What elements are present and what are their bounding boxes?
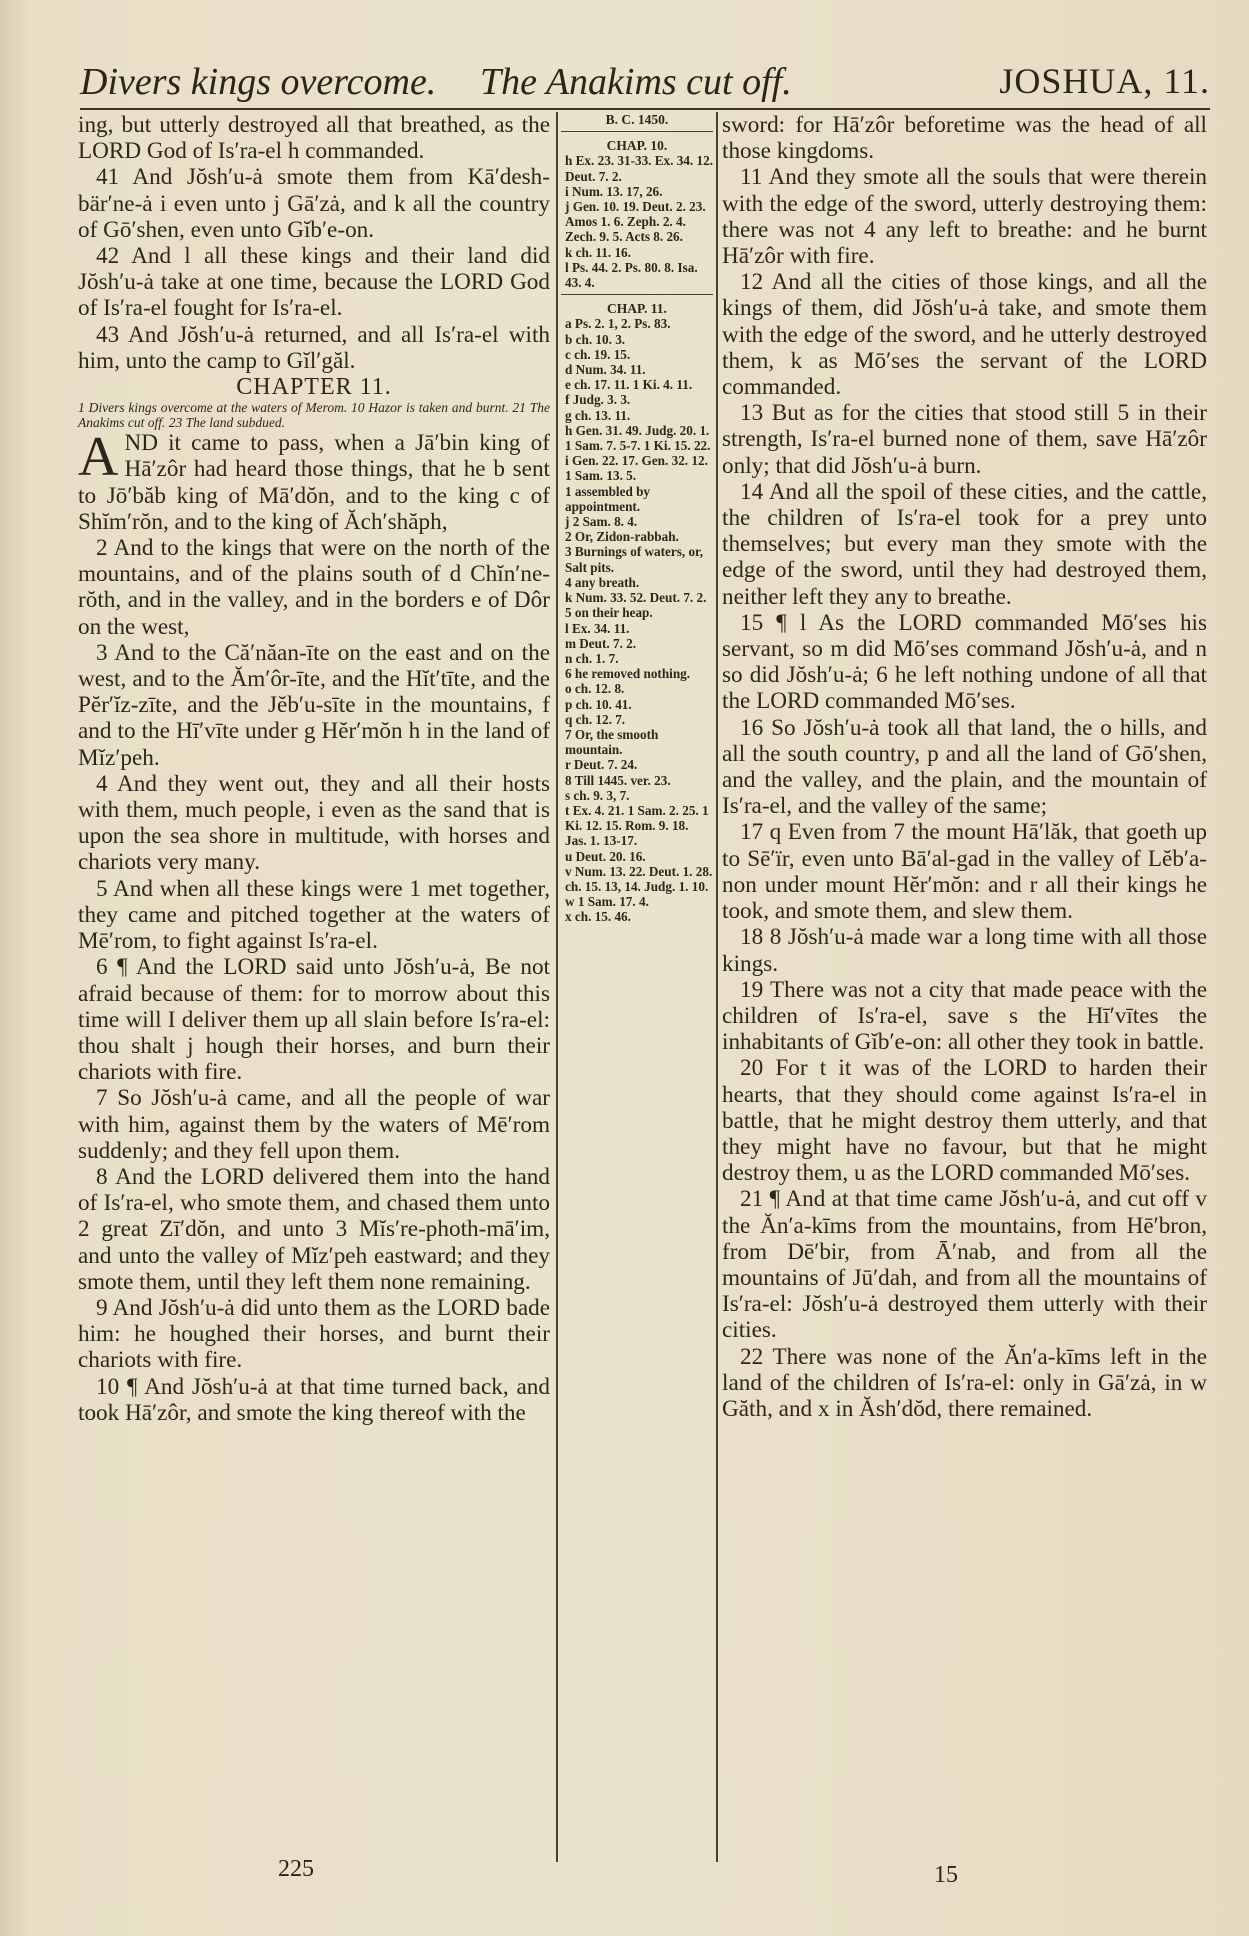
verse: 17 q Even from 7 the mount Hā′lăk, that goeth up to Sē′ïr, even unto Bā′al-gad in the valley of Lĕb′a-non under mount Hĕr′mŏn: and r all their kings he took, and smote them, and slew them. [722, 819, 1207, 925]
margin-reference: 6 he removed nothing. [565, 666, 691, 682]
margin-reference: j 2 Sam. 8. 4. [565, 514, 638, 530]
margin-reference: r Deut. 7. 24. [565, 757, 638, 773]
margin-reference: l Ex. 34. 11. [565, 620, 630, 636]
margin-reference: v Num. 13. 22. Deut. 1. 28. ch. 15. 13, 14. Judg. 1. 10. [565, 863, 713, 894]
verse: 19 There was not a city that made peace with the children of Is′ra-el, save s the Hī′vītes the inhabitants of Gĭb′e-on: all other they took in battle. [722, 976, 1207, 1056]
verse: ing, but utterly destroyed all that breathed, as the LORD God of Is′ra-el h commanded. [78, 112, 550, 165]
verse: sword: for Hā′zôr beforetime was the head of all those kingdoms. [722, 112, 1207, 165]
verse: 10 ¶ And Jŏsh′u-ȧ at that time turned back, and took Hā′zôr, and smote the king thereof with the [78, 1373, 550, 1426]
margin-rule [561, 294, 713, 295]
margin-reference: p ch. 10. 41. [565, 696, 632, 712]
margin-reference: s ch. 9. 3, 7. [565, 787, 630, 803]
margin-reference: l Ps. 44. 2. Ps. 80. 8. Isa. 43. 4. [565, 259, 698, 291]
column-divider-left [556, 112, 558, 1862]
page-number-right: 15 [934, 1862, 958, 1888]
left-text-column [78, 112, 550, 1426]
margin-reference: u Deut. 20. 16. [565, 848, 646, 864]
margin-reference: q ch. 12. 7. [565, 711, 626, 727]
center-reference-margin [561, 112, 713, 925]
margin-chapter-heading: CHAP. 11. [607, 301, 667, 317]
verse: 15 ¶ l As the LORD commanded Mō′ses his servant, so m did Mō′ses command Jŏsh′u-ȧ, and n so did Jŏsh′u-ȧ; 6 he left nothing undone of all that the LORD commanded Mō′ses. [722, 609, 1207, 715]
header-book-chapter: JOSHUA, 11. [999, 61, 1210, 101]
margin-reference: i Num. 13. 17, 26. [565, 183, 663, 199]
margin-reference: w 1 Sam. 17. 4. [565, 894, 649, 910]
verse: 20 For t it was of the LORD to harden their hearts, that they should come against Is′ra-el in battle, that he might destroy them utterly, and that they might have no favour, but that he might destroy them, u as the LORD commanded Mō′ses. [722, 1055, 1207, 1187]
margin-reference: m Deut. 7. 2. [565, 635, 637, 651]
running-header [80, 58, 1210, 110]
margin-reference: a Ps. 2. 1, 2. Ps. 83. [565, 316, 671, 332]
margin-reference: h Ex. 23. 31-33. Ex. 34. 12. Deut. 7. 2. [565, 153, 714, 184]
margin-reference: 8 Till 1445. ver. 23. [565, 772, 671, 788]
verse: 6 ¶ And the LORD said unto Jŏsh′u-ȧ, Be not afraid because of them: for to morrow about this time will I deliver them up all slain before Is′ra-el: thou shalt j hough their horses, and burn their chariots with fire. [78, 954, 550, 1086]
margin-reference: g ch. 13. 11. [565, 407, 631, 423]
margin-reference: 4 any breath. [565, 574, 640, 590]
verse: 13 But as for the cities that stood still 5 in their strength, Is′ra-el burned none of them, save Hā′zôr only; that did Jŏsh′u-ȧ burn. [722, 400, 1207, 479]
column-divider-right [716, 112, 718, 1862]
margin-reference: 5 on their heap. [565, 605, 653, 621]
margin-refs-chapter-10 [561, 153, 713, 290]
verse: 21 ¶ And at that time came Jŏsh′u-ȧ, and cut off v the Ăn′a-kīms from the mountains, from Hē′bron, from Dē′bir, from Ā′nab, and from all the mountains of Jū′dah, and from all the mountains of Is′ra-el: Jŏsh′u-ȧ destroyed them utterly with their cities. [722, 1186, 1207, 1344]
verse: 2 And to the kings that were on the north of the mountains, and of the plains south of d Chĭn′ne-rŏth, and in the valley, and in the borders e of Dôr on the west, [78, 535, 550, 640]
margin-reference: e ch. 17. 11. 1 Ki. 4. 11. [565, 377, 693, 393]
margin-year: B. C. 1450. [605, 112, 669, 127]
verse: 3 And to the Că′năan-īte on the east and on the west, and to the Ăm′ôr-īte, and the Hĭt′tīte, and the Pĕr′ĭz-zīte, and the Jĕb′u-sīte in the mountains, f and to the Hī′vīte under g Hĕr′mŏn h in the land of Mĭz′peh. [78, 639, 550, 771]
margin-reference: j Gen. 10. 19. Deut. 2. 23. Amos 1. 6. Zeph. 2. 4. Zech. 9. 5. Acts 8. 26. [565, 199, 706, 245]
margin-reference: t Ex. 4. 21. 1 Sam. 2. 25. 1 Ki. 12. 15. Rom. 9. 18. Jas. 1. 13-17. [565, 802, 709, 849]
verse: 11 And they smote all the souls that were therein with the edge of the sword, utterly destroying them: there was not 4 any left to breathe: and he burnt Hā′zôr with fire. [722, 164, 1207, 270]
margin-reference: x ch. 15. 46. [565, 909, 631, 925]
margin-rule [561, 131, 713, 132]
verse [78, 426, 550, 535]
chapter-title: CHAPTER 11. [236, 374, 392, 401]
header-left-title: Divers kings overcome. [80, 61, 437, 103]
margin-reference: 1 assembled by appointment. [565, 483, 650, 514]
margin-reference: 2 Or, Zidon-rabbah. [565, 529, 679, 545]
margin-reference: k ch. 11. 16. [565, 244, 631, 260]
verse: 14 And all the spoil of these cities, and the cattle, the children of Is′ra-el took for a prey unto themselves; but every man they smote with the edge of the sword, until they had destroyed them, neither left they any to breathe. [722, 478, 1207, 610]
chapter-summary: 1 Divers kings overcome at the waters of Merom. 10 Hazor is taken and burnt. 21 The Anakims cut off. 23 The land subdued. [78, 400, 550, 431]
verse: 41 And Jŏsh′u-ȧ smote them from Kā′desh-bär′ne-ȧ i even unto j Gā′zȧ, and k all the country of Gō′shen, even unto Gĭb′e-on. [78, 164, 550, 243]
margin-reference: i Gen. 22. 17. Gen. 32. 12. 1 Sam. 13. 5. [565, 453, 708, 484]
verse: 4 And they went out, they and all their hosts with them, much people, i even as the sand that is upon the sea shore in multitude, with horses and chariots very many. [78, 770, 550, 876]
verse: 5 And when all these kings were 1 met together, they came and pitched together at the waters of Mē′rom, to fight against Is′ra-el. [78, 875, 550, 955]
page-number-left: 225 [278, 1856, 314, 1882]
margin-reference: n ch. 1. 7. [565, 650, 619, 666]
verse: 8 And the LORD delivered them into the hand of Is′ra-el, who smote them, and chased them unto 2 great Zī′dŏn, and unto 3 Mĭs′re-photh-mā′im, and unto the valley of Mĭz′peh eastward; and they smote them, until they left them none remaining. [78, 1163, 550, 1295]
verse: 42 And l all these kings and their land did Jŏsh′u-ȧ take at one time, because the LORD God of Is′ra-el fought for Is′ra-el. [78, 243, 550, 322]
margin-reference: h Gen. 31. 49. Judg. 20. 1. 1 Sam. 7. 5-7. 1 Ki. 15. 22. [565, 422, 711, 454]
margin-reference: b ch. 10. 3. [565, 331, 626, 347]
verse: 9 And Jŏsh′u-ȧ did unto them as the LORD bade him: he houghed their horses, and burnt their chariots with fire. [78, 1294, 550, 1374]
verse: 7 So Jŏsh′u-ȧ came, and all the people of war with him, against them by the waters of Mē′rom suddenly; and they fell upon them. [78, 1085, 550, 1164]
margin-refs-chapter-11 [561, 316, 713, 924]
verse-text: ND it came to pass, when a Jā′bin king of Hā′zôr had heard those things, that he b sent to Jō′băb king of Mā′dŏn, and to the king c of Shĭm′rŏn, and to the king of Ăch′shăph, [78, 430, 550, 535]
margin-chapter-heading: CHAP. 10. [606, 138, 668, 154]
margin-reference: c ch. 19. 15. [565, 346, 631, 362]
verse: 18 8 Jŏsh′u-ȧ made war a long time with all those kings. [722, 924, 1207, 977]
drop-cap: A [78, 426, 119, 489]
margin-reference: o ch. 12. 8. [565, 681, 625, 697]
margin-reference: f Judg. 3. 3. [565, 392, 631, 408]
margin-reference: 3 Burnings of waters, or, Salt pits. [565, 544, 703, 575]
verse: 22 There was none of the Ăn′a-kīms left in the land of the children of Is′ra-el: only in Gā′zȧ, in w Găth, and x in Ăsh′dŏd, there remained. [722, 1343, 1207, 1422]
verse: 43 And Jŏsh′u-ȧ returned, and all Is′ra-el with him, unto the camp to Gĭl′găl. [78, 321, 550, 374]
verse: 12 And all the cities of those kings, and all the kings of them, did Jŏsh′u-ȧ take, and smote them with the edge of the sword, and he utterly destroyed them, k as Mō′ses the servant of the LORD commanded. [722, 269, 1207, 401]
right-text-column [722, 112, 1207, 1422]
header-middle-title: The Anakims cut off. [480, 61, 792, 103]
margin-reference: 7 Or, the smooth mountain. [565, 726, 659, 758]
margin-reference: d Num. 34. 11. [565, 362, 646, 378]
verse: 16 So Jŏsh′u-ȧ took all that land, the o hills, and all the south country, p and all the land of Gō′shen, and the valley, and the plain, and the mountain of Is′ra-el, and the valley of the same; [722, 714, 1207, 820]
margin-reference: k Num. 33. 52. Deut. 7. 2. [565, 590, 707, 606]
